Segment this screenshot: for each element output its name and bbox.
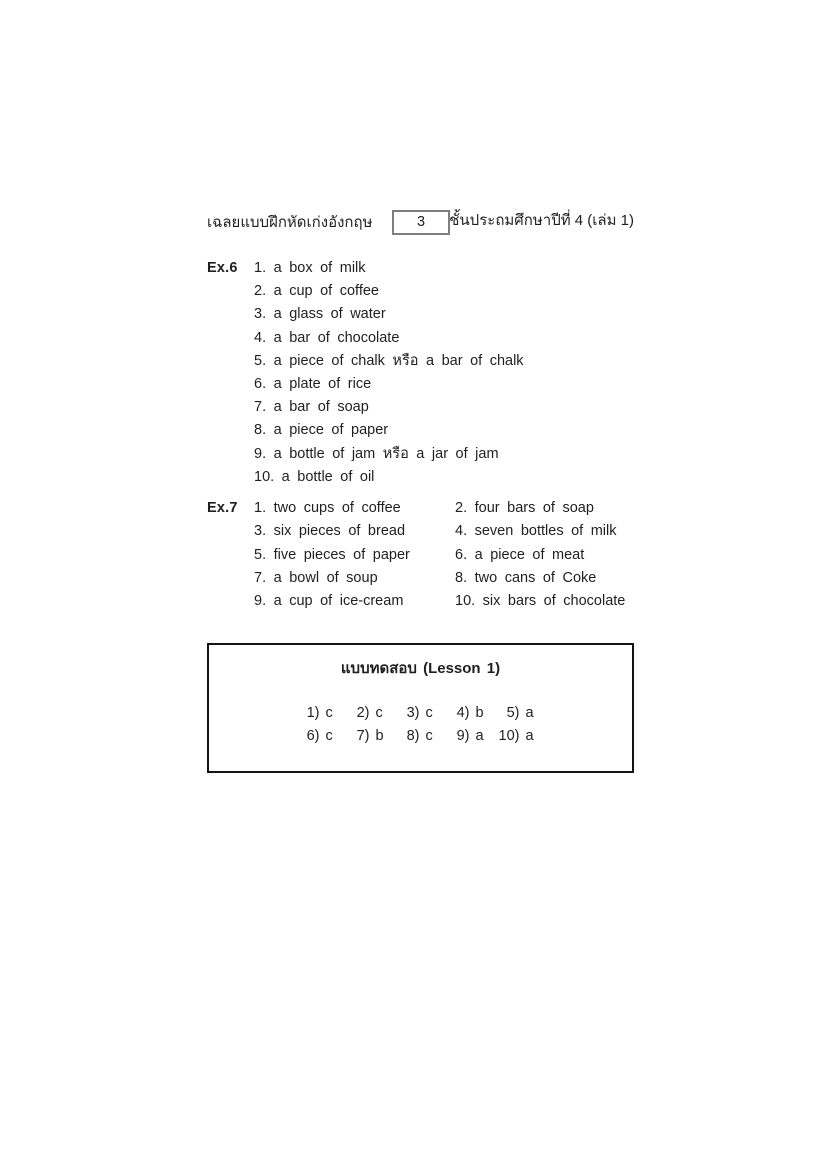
ex7-answer-item: 1. two cups of coffee	[254, 500, 401, 516]
ex7-answer-item: 3. six pieces of bread	[254, 523, 406, 540]
ex6-answer-item: 10. a bottle of oil	[254, 468, 375, 485]
test-answer	[446, 729, 496, 744]
test-answer	[496, 729, 546, 744]
ex7-answer-item: 6. a piece of meat	[455, 546, 585, 563]
answer-choice: c	[375, 705, 383, 721]
ex7-answer-item: 5. five pieces of paper	[254, 546, 410, 563]
answer-number: 6)	[306, 728, 320, 744]
ex6-answer-item: 6. a plate of rice	[254, 375, 372, 392]
ex6-answer-item: 5. a piece of chalk หรือ a bar of chalk	[254, 352, 524, 369]
ex7-answer-item: 2. four bars of soap	[455, 500, 594, 516]
answer-choice: c	[325, 705, 333, 721]
test-answer-grid	[209, 706, 632, 744]
answer-choice: b	[475, 705, 484, 721]
ex7-answer-item: 8. two cans of Coke	[455, 569, 597, 586]
ex7-answer-item: 10. six bars of chocolate	[455, 593, 626, 610]
test-answer	[496, 706, 546, 721]
lesson-test-box	[207, 643, 634, 773]
ex6-answer-item: 3. a glass of water	[254, 306, 386, 323]
ex6-answer-item: 2. a cup of coffee	[254, 283, 379, 300]
document-title-right: ชั้นประถมศึกษาปีที่ 4 (เล่ม 1)	[449, 212, 634, 229]
test-answer	[396, 729, 446, 744]
answer-number: 1)	[306, 705, 320, 721]
ex7-answer-item: 7. a bowl of soup	[254, 569, 378, 586]
lesson-test-title: แบบทดสอบ (Lesson 1)	[340, 660, 501, 677]
test-answer	[346, 706, 396, 721]
ex7-label: Ex.7	[207, 500, 238, 516]
test-answer	[446, 706, 496, 721]
test-answer	[296, 729, 346, 744]
ex7-answer-item: 4. seven bottles of milk	[455, 523, 617, 540]
answer-choice: a	[525, 728, 534, 744]
answer-number: 10)	[498, 728, 520, 744]
answer-number: 2)	[356, 705, 370, 721]
ex7-answer-list	[254, 497, 625, 613]
ex6-label: Ex.6	[207, 260, 238, 276]
answer-choice: c	[425, 728, 433, 744]
answer-number: 9)	[456, 728, 470, 744]
ex6-answer-item: 8. a piece of paper	[254, 422, 389, 439]
ex6-answer-item: 4. a bar of chocolate	[254, 329, 400, 346]
answer-number: 8)	[406, 728, 420, 744]
answer-number: 3)	[406, 705, 420, 721]
answer-choice: b	[375, 728, 384, 744]
ex7-answer-item: 9. a cup of ice-cream	[254, 593, 404, 610]
ex6-answer-item: 1. a box of milk	[254, 260, 366, 276]
answer-choice: c	[425, 705, 433, 721]
answer-number: 7)	[356, 728, 370, 744]
page-number-box	[392, 210, 450, 235]
page-number: 3	[416, 214, 426, 230]
test-answer	[296, 706, 346, 721]
ex6-answer-item: 7. a bar of soap	[254, 399, 369, 416]
ex6-answer-list	[254, 257, 524, 489]
ex6-answer-item: 9. a bottle of jam หรือ a jar of jam	[254, 445, 499, 462]
answer-choice: c	[325, 728, 333, 744]
answer-choice: a	[525, 705, 534, 721]
answer-choice: a	[475, 728, 484, 744]
test-answer	[346, 729, 396, 744]
test-answer	[396, 706, 446, 721]
answer-number: 4)	[456, 705, 470, 721]
document-title-left: เฉลยแบบฝึกหัดเก่งอังกฤษ	[207, 214, 373, 231]
answer-number: 5)	[506, 705, 520, 721]
